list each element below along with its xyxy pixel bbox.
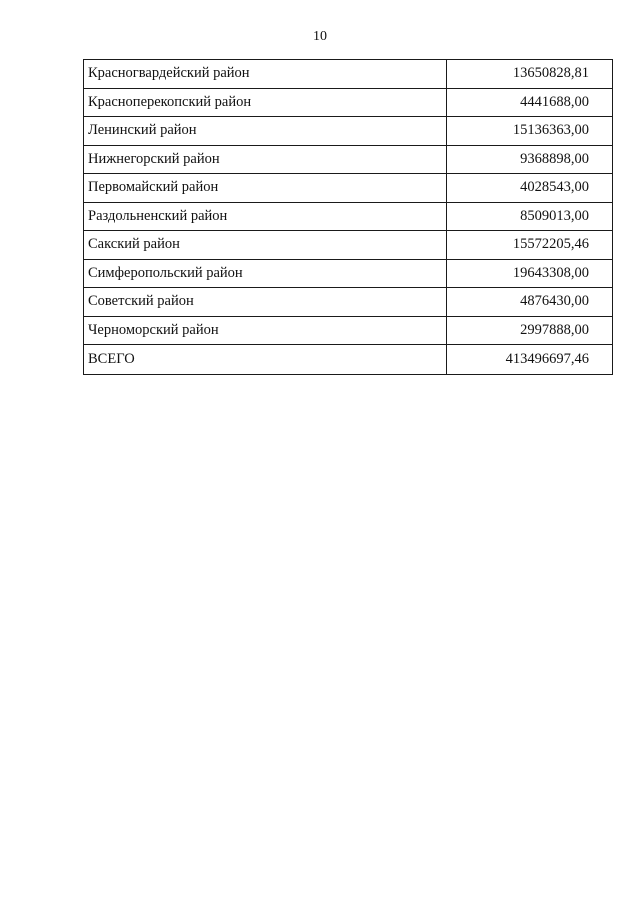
district-name-cell: Красноперекопский район	[84, 88, 447, 117]
total-amount-cell: 413496697,46	[447, 345, 613, 375]
amount-cell: 15572205,46	[447, 231, 613, 260]
amount-cell: 13650828,81	[447, 60, 613, 89]
district-name-cell: Ленинский район	[84, 117, 447, 146]
district-name-cell: Раздольненский район	[84, 202, 447, 231]
table-row	[84, 316, 613, 345]
district-name-cell: Черноморский район	[84, 316, 447, 345]
district-name-cell: Нижнегорский район	[84, 145, 447, 174]
total-row	[84, 345, 613, 375]
amount-cell: 9368898,00	[447, 145, 613, 174]
table-row	[84, 145, 613, 174]
amount-cell: 4441688,00	[447, 88, 613, 117]
district-name-cell: Симферопольский район	[84, 259, 447, 288]
table-row	[84, 202, 613, 231]
amount-cell: 15136363,00	[447, 117, 613, 146]
amount-cell: 8509013,00	[447, 202, 613, 231]
district-amounts-table	[83, 59, 613, 375]
table-row	[84, 88, 613, 117]
table-row	[84, 231, 613, 260]
amount-cell: 4876430,00	[447, 288, 613, 317]
table-row	[84, 288, 613, 317]
district-name-cell: Первомайский район	[84, 174, 447, 203]
amount-cell: 2997888,00	[447, 316, 613, 345]
table-row	[84, 174, 613, 203]
amount-cell: 19643308,00	[447, 259, 613, 288]
district-name-cell: Красногвардейский район	[84, 60, 447, 89]
table-row	[84, 117, 613, 146]
district-name-cell: Сакский район	[84, 231, 447, 260]
table-row	[84, 60, 613, 89]
total-label-cell: ВСЕГО	[84, 345, 447, 375]
district-name-cell: Советский район	[84, 288, 447, 317]
amount-cell: 4028543,00	[447, 174, 613, 203]
page-number: 10	[313, 29, 327, 44]
table-row	[84, 259, 613, 288]
